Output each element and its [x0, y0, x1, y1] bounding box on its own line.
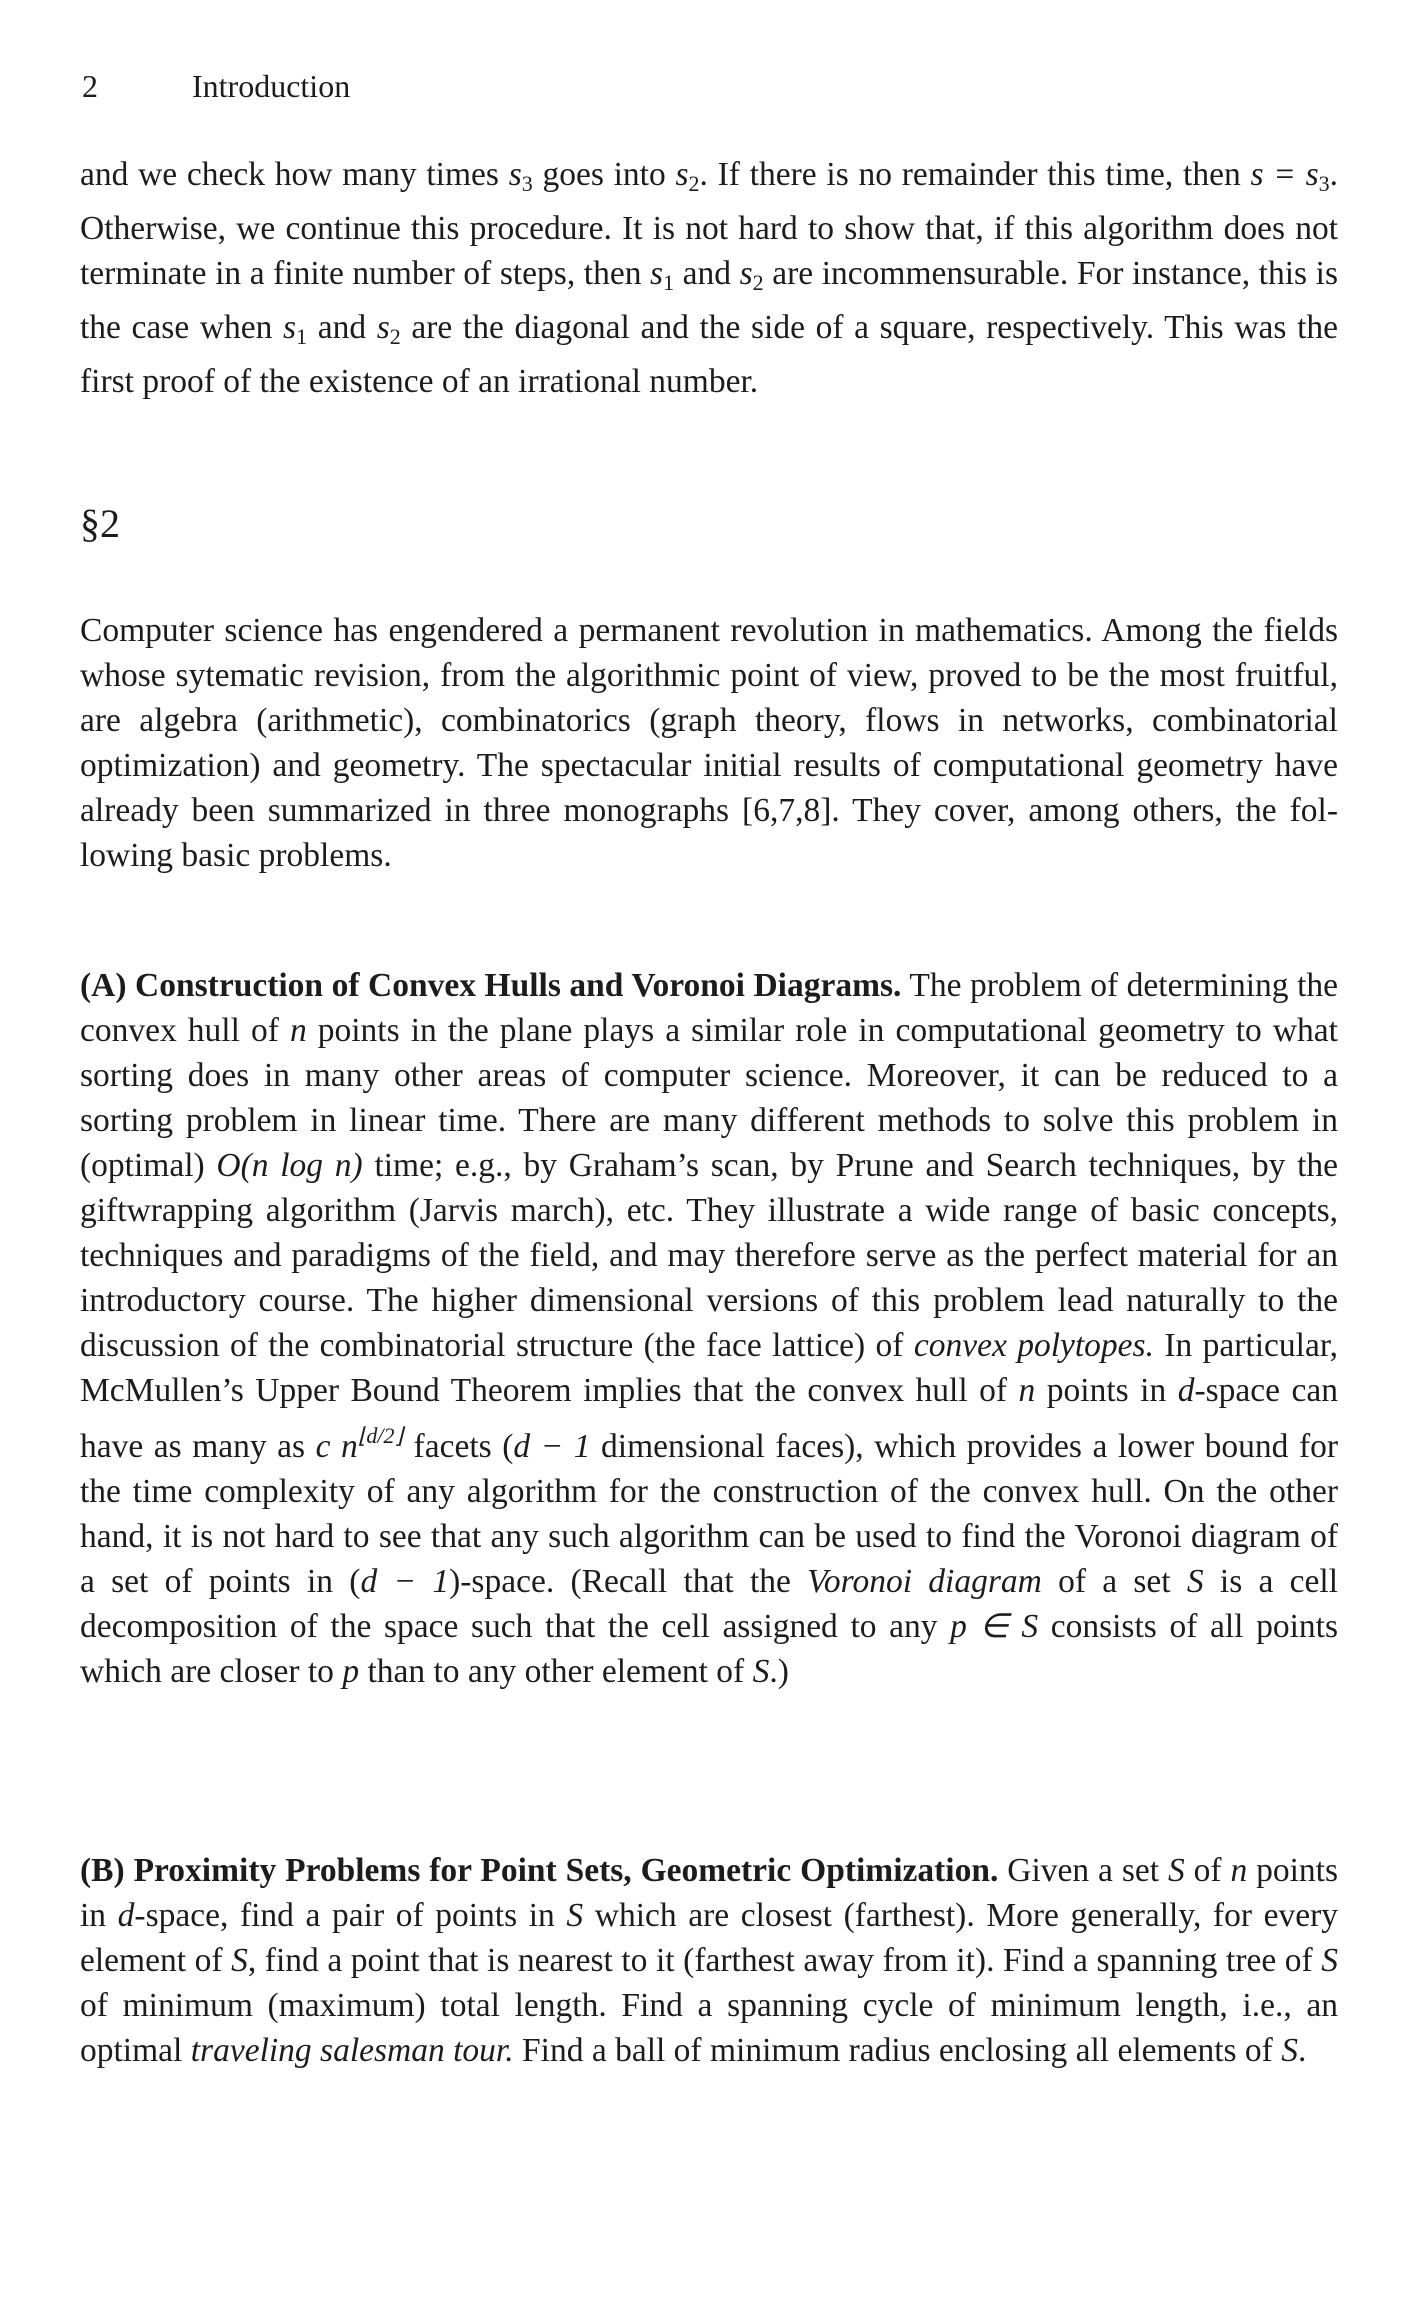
math-S: S: [566, 1897, 584, 1934]
text-run: are the diagonal and the side of a square, respectively. This was the first proof of the existence of an irrational number.: [80, 309, 1338, 400]
text-run: points in the plane plays a similar role in computational geometry to what sorting does in many other areas of computer science. Moreover, it can be reduced to a sorting problem in linear time. There are many different methods to solve this problem in (optimal): [80, 1012, 1338, 1184]
math-d-minus-1: d − 1: [513, 1428, 591, 1465]
emphasis-voronoi-diagram: Voronoi diagram: [807, 1563, 1042, 1600]
running-head: [82, 68, 1342, 105]
text-run: and: [307, 309, 377, 346]
math-S: S: [1186, 1563, 1204, 1600]
text-run: than to any other element of: [359, 1653, 753, 1690]
emphasis-traveling-salesman-tour: traveling salesman tour.: [190, 2032, 514, 2069]
paragraph-intro: [80, 608, 1338, 878]
text-run: of a set: [1041, 1563, 1187, 1600]
text-run: of minimum (maximum) total length. Find a spanning cycle of minimum length, i.e., an optimal: [80, 1987, 1338, 2069]
text-run: -space, find a pair of points in: [134, 1897, 567, 1934]
text-run: points in: [1035, 1372, 1178, 1409]
math-S: S: [1167, 1852, 1185, 1889]
math-d-minus-1: d − 1: [360, 1563, 450, 1600]
text-run: Given a set: [998, 1852, 1168, 1889]
text-run: points in: [80, 1852, 1339, 1934]
math-S: S: [1321, 1942, 1339, 1979]
text-run: . If there is no remainder this time, then: [699, 156, 1251, 193]
math-S: S: [231, 1942, 248, 1979]
text-run: and we check how many times: [80, 156, 509, 193]
subscript: 2: [389, 324, 401, 349]
section-heading: §2: [80, 501, 120, 546]
text-run: .): [769, 1653, 789, 1690]
text-run: .: [1297, 2032, 1307, 2069]
math-S: S: [752, 1653, 770, 1690]
math-cn: c n: [315, 1428, 358, 1465]
subscript: 3: [521, 171, 533, 196]
problem-a-heading: (A) Construction of Convex Hulls and Voronoi Diagrams.: [80, 967, 902, 1004]
math-n: n: [289, 1012, 307, 1049]
math-s-equals: s = s: [1250, 156, 1319, 193]
problem-b-heading: (B) Proximity Problems for Point Sets, Geometric Optimization.: [80, 1852, 999, 1889]
math-s: s: [283, 309, 297, 346]
subscript: 2: [752, 270, 764, 295]
math-n: n: [1230, 1852, 1248, 1889]
math-s: s: [650, 255, 664, 292]
math-d: d: [1177, 1372, 1195, 1409]
paragraph-carryover: [80, 152, 1338, 404]
math-p-in-S: p ∈ S: [950, 1608, 1039, 1645]
subscript: 1: [296, 324, 308, 349]
math-s: s: [739, 255, 753, 292]
math-n: n: [1018, 1372, 1036, 1409]
math-s: s: [675, 156, 689, 193]
math-d: d: [117, 1897, 135, 1934]
text-run: Find a ball of minimum radius enclosing all elements of: [513, 2032, 1282, 2069]
text-run: time; e.g., by Graham’s scan, by Prune and Search techniques, by the giftwrapping algorithm (Jarvis march), etc. They illustrate a wide range of basic concepts, techniques and paradigms of the field, and may therefore serve as the perfect material for an introductory course. The higher dimensional versions of this problem lead naturally to the discussion of the combinatorial structure (the face lattice) of: [80, 1147, 1338, 1364]
text-run: of: [1184, 1852, 1231, 1889]
text-run: consists of all points which are closer to: [80, 1608, 1339, 1690]
paragraph-b: [80, 1848, 1338, 2073]
text-run: dimensional faces), which provides a lower bound for the time complexity of any algorithm for the construction of the convex hull. On the other hand, it is not hard to see that any such algorithm can be used to find the Voronoi diagram of a set of points in (: [80, 1428, 1339, 1600]
subscript: 1: [663, 270, 675, 295]
text-run: facets (: [403, 1428, 514, 1465]
subscript: 2: [688, 171, 700, 196]
text-run: goes into: [532, 156, 676, 193]
text-run: -space can have as many as: [80, 1372, 1338, 1465]
math-complexity: O(n log n): [216, 1147, 363, 1184]
emphasis-convex-polytopes: convex polytopes.: [913, 1327, 1154, 1364]
paragraph-a: [80, 963, 1338, 1694]
math-S: S: [1281, 2032, 1298, 2069]
page-number: 2: [82, 68, 98, 104]
text-run: which are closest (farthest). More generally, for every element of: [80, 1897, 1338, 1979]
text-run: )-space. (Recall that the: [449, 1563, 808, 1600]
text-run: The problem of determining the convex hull of: [80, 967, 1338, 1049]
running-title: Introduction: [192, 68, 351, 104]
text-run: . Otherwise, we continue this procedure. It is not hard to show that, if this algorithm does not terminate in a finite number of steps, then: [80, 156, 1339, 292]
math-p: p: [342, 1653, 360, 1690]
text-run: In particular, McMullen’s Upper Bound Theorem implies that the convex hull of: [80, 1327, 1339, 1409]
text-run: and: [674, 255, 740, 292]
math-s: s: [376, 309, 390, 346]
text-run: is a cell decomposition of the space such that the cell assigned to any: [80, 1563, 1338, 1645]
text-run: are incommensurable. For instance, this is the case when: [80, 255, 1338, 346]
subscript: 3: [1318, 171, 1330, 196]
intro-text: Computer science has engendered a permanent revolution in mathematics. Among the fields whose sytematic revision, from the algorithmic point of view, proved to be the most fruitful, are algebra (arithmetic), combinatorics (graph theory, flows in networks, combinatorial optimization) and geometry. The spectacular initial results of computational geometry have already been summarized in three monographs [6,7,8]. They cover, among others, the following basic problems.: [80, 612, 1338, 874]
text-run: , find a point that is nearest to it (farthest away from it). Find a spanning tree of: [247, 1942, 1322, 1979]
superscript-floor: ⌊d/2⌋: [357, 1423, 404, 1448]
math-s: s: [508, 156, 522, 193]
